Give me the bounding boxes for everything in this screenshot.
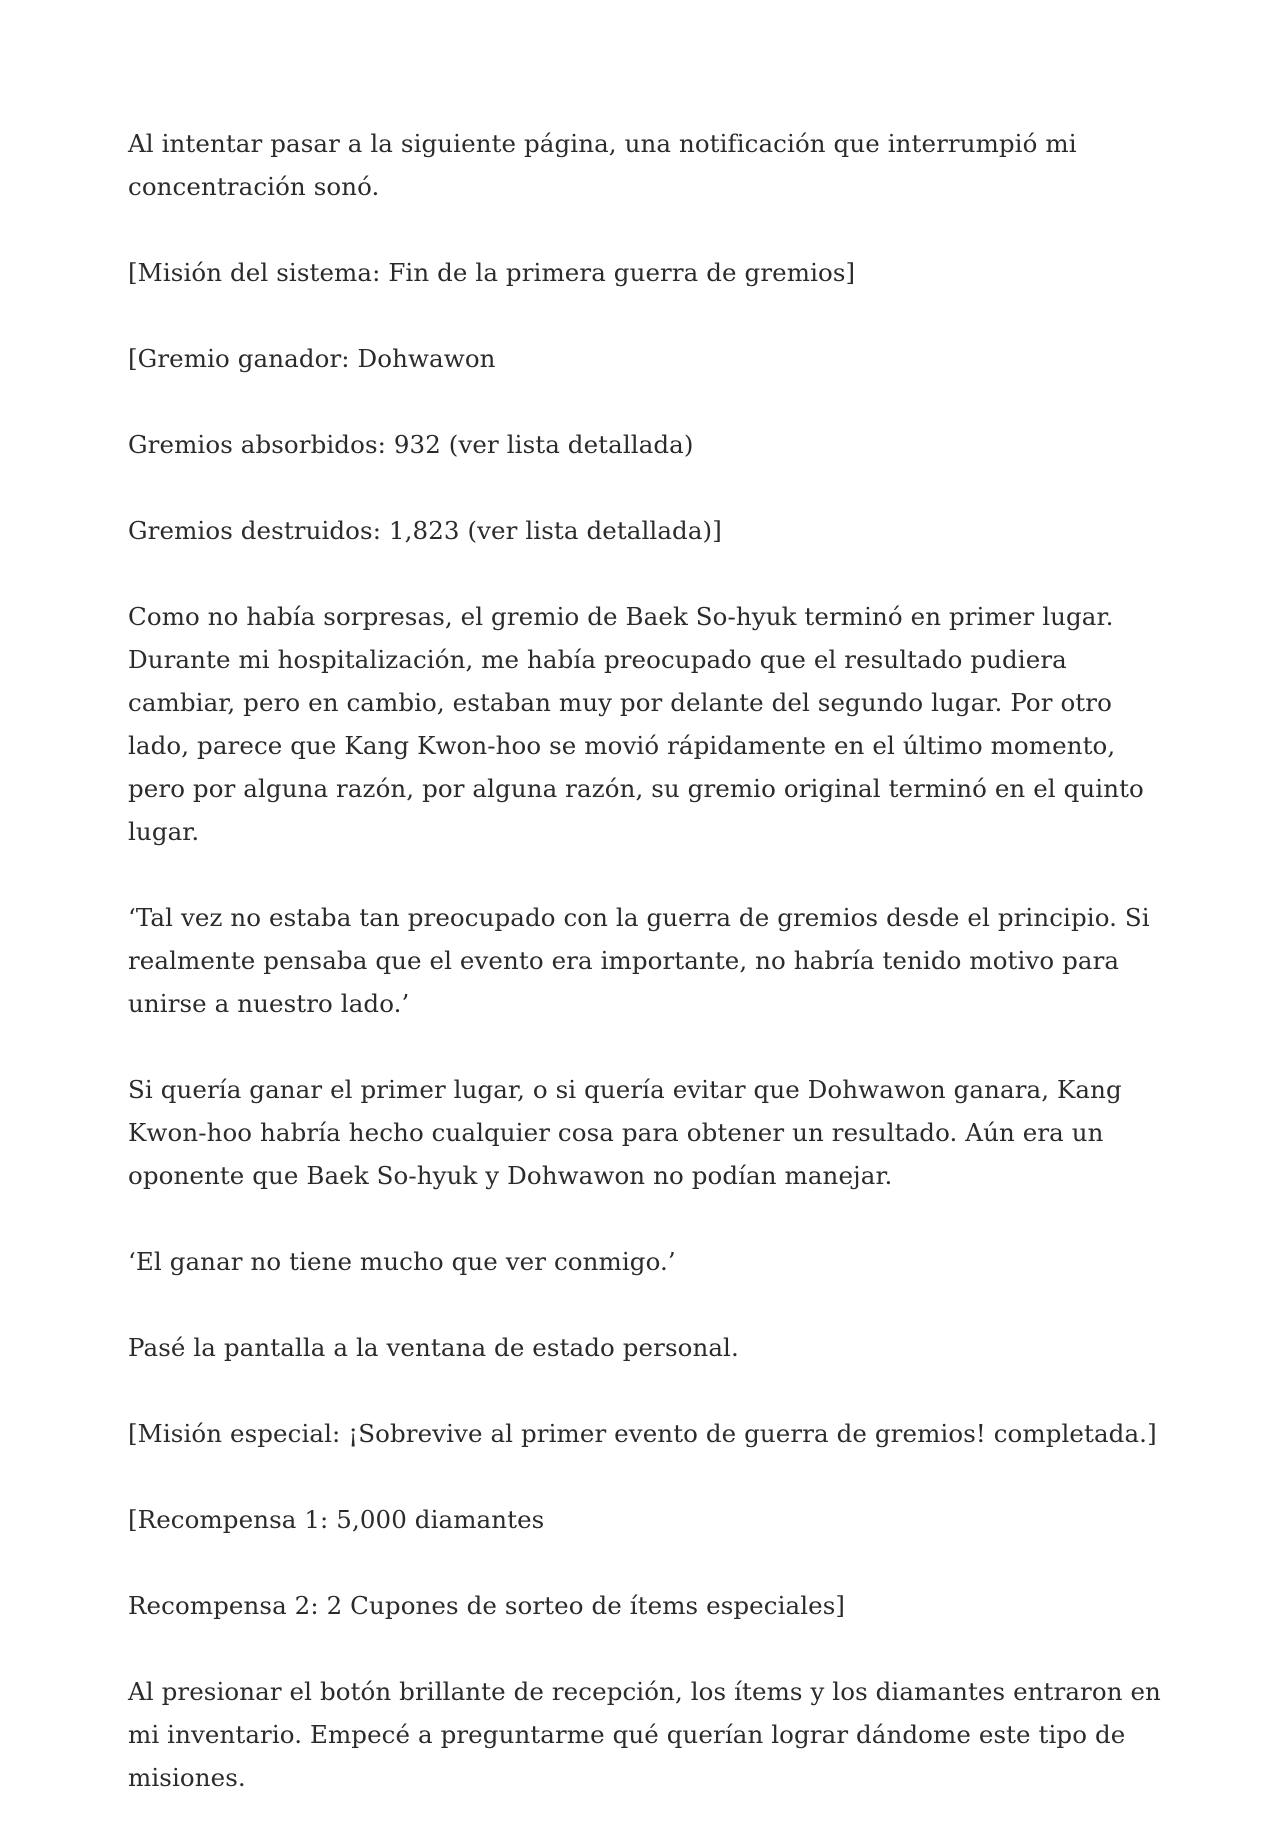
document-page (128, 122, 1168, 1842)
paragraph-inner-thought-1: ‘Tal vez no estaba tan preocupado con la guerra de gremios desde el principio. Si realmente pensaba que el evento era importante, no habría tenido motivo para unirse a nuestro lado.’ (128, 903, 1150, 1018)
paragraph-system-mission: [Misión del sistema: Fin de la primera guerra de gremios] (128, 258, 856, 287)
paragraph-winning-guild: [Gremio ganador: Dohwawon (128, 344, 496, 373)
paragraph-reward-2: Recompensa 2: 2 Cupones de sorteo de ítems especiales] (128, 1591, 846, 1620)
paragraph-receive-rewards: Al presionar el botón brillante de recepción, los ítems y los diamantes entraron en mi inventario. Empecé a preguntarme qué querían lograr dándome este tipo de misiones. (128, 1677, 1161, 1792)
paragraph-notification-intro: Al intentar pasar a la siguiente página, una notificación que interrumpió mi concentración sonó. (128, 129, 1077, 201)
paragraph-kang-kwon-hoo: Si quería ganar el primer lugar, o si quería evitar que Dohwawon ganara, Kang Kwon-hoo habría hecho cualquier cosa para obtener un resultado. Aún era un oponente que Baek So-hyuk y Dohwawon no podían manejar. (128, 1075, 1122, 1190)
paragraph-inner-thought-2: ‘El ganar no tiene mucho que ver conmigo.’ (128, 1247, 676, 1276)
paragraph-absorbed-guilds: Gremios absorbidos: 932 (ver lista detallada) (128, 430, 694, 459)
paragraph-destroyed-guilds: Gremios destruidos: 1,823 (ver lista detallada)] (128, 516, 722, 545)
paragraph-results-narration: Como no había sorpresas, el gremio de Baek So-hyuk terminó en primer lugar. Durante mi hospitalización, me había preocupado que el resultado pudiera cambiar, pero en cambio, estaban muy por delante del segundo lugar. Por otro lado, parece que Kang Kwon-hoo se movió rápidamente en el último momento, pero por alguna razón, por alguna razón, su gremio original terminó en el quinto lugar. (128, 602, 1144, 846)
paragraph-reward-1: [Recompensa 1: 5,000 diamantes (128, 1505, 545, 1534)
paragraph-special-mission: [Misión especial: ¡Sobrevive al primer evento de guerra de gremios! completada.] (128, 1419, 1157, 1448)
paragraph-status-window: Pasé la pantalla a la ventana de estado personal. (128, 1333, 739, 1362)
